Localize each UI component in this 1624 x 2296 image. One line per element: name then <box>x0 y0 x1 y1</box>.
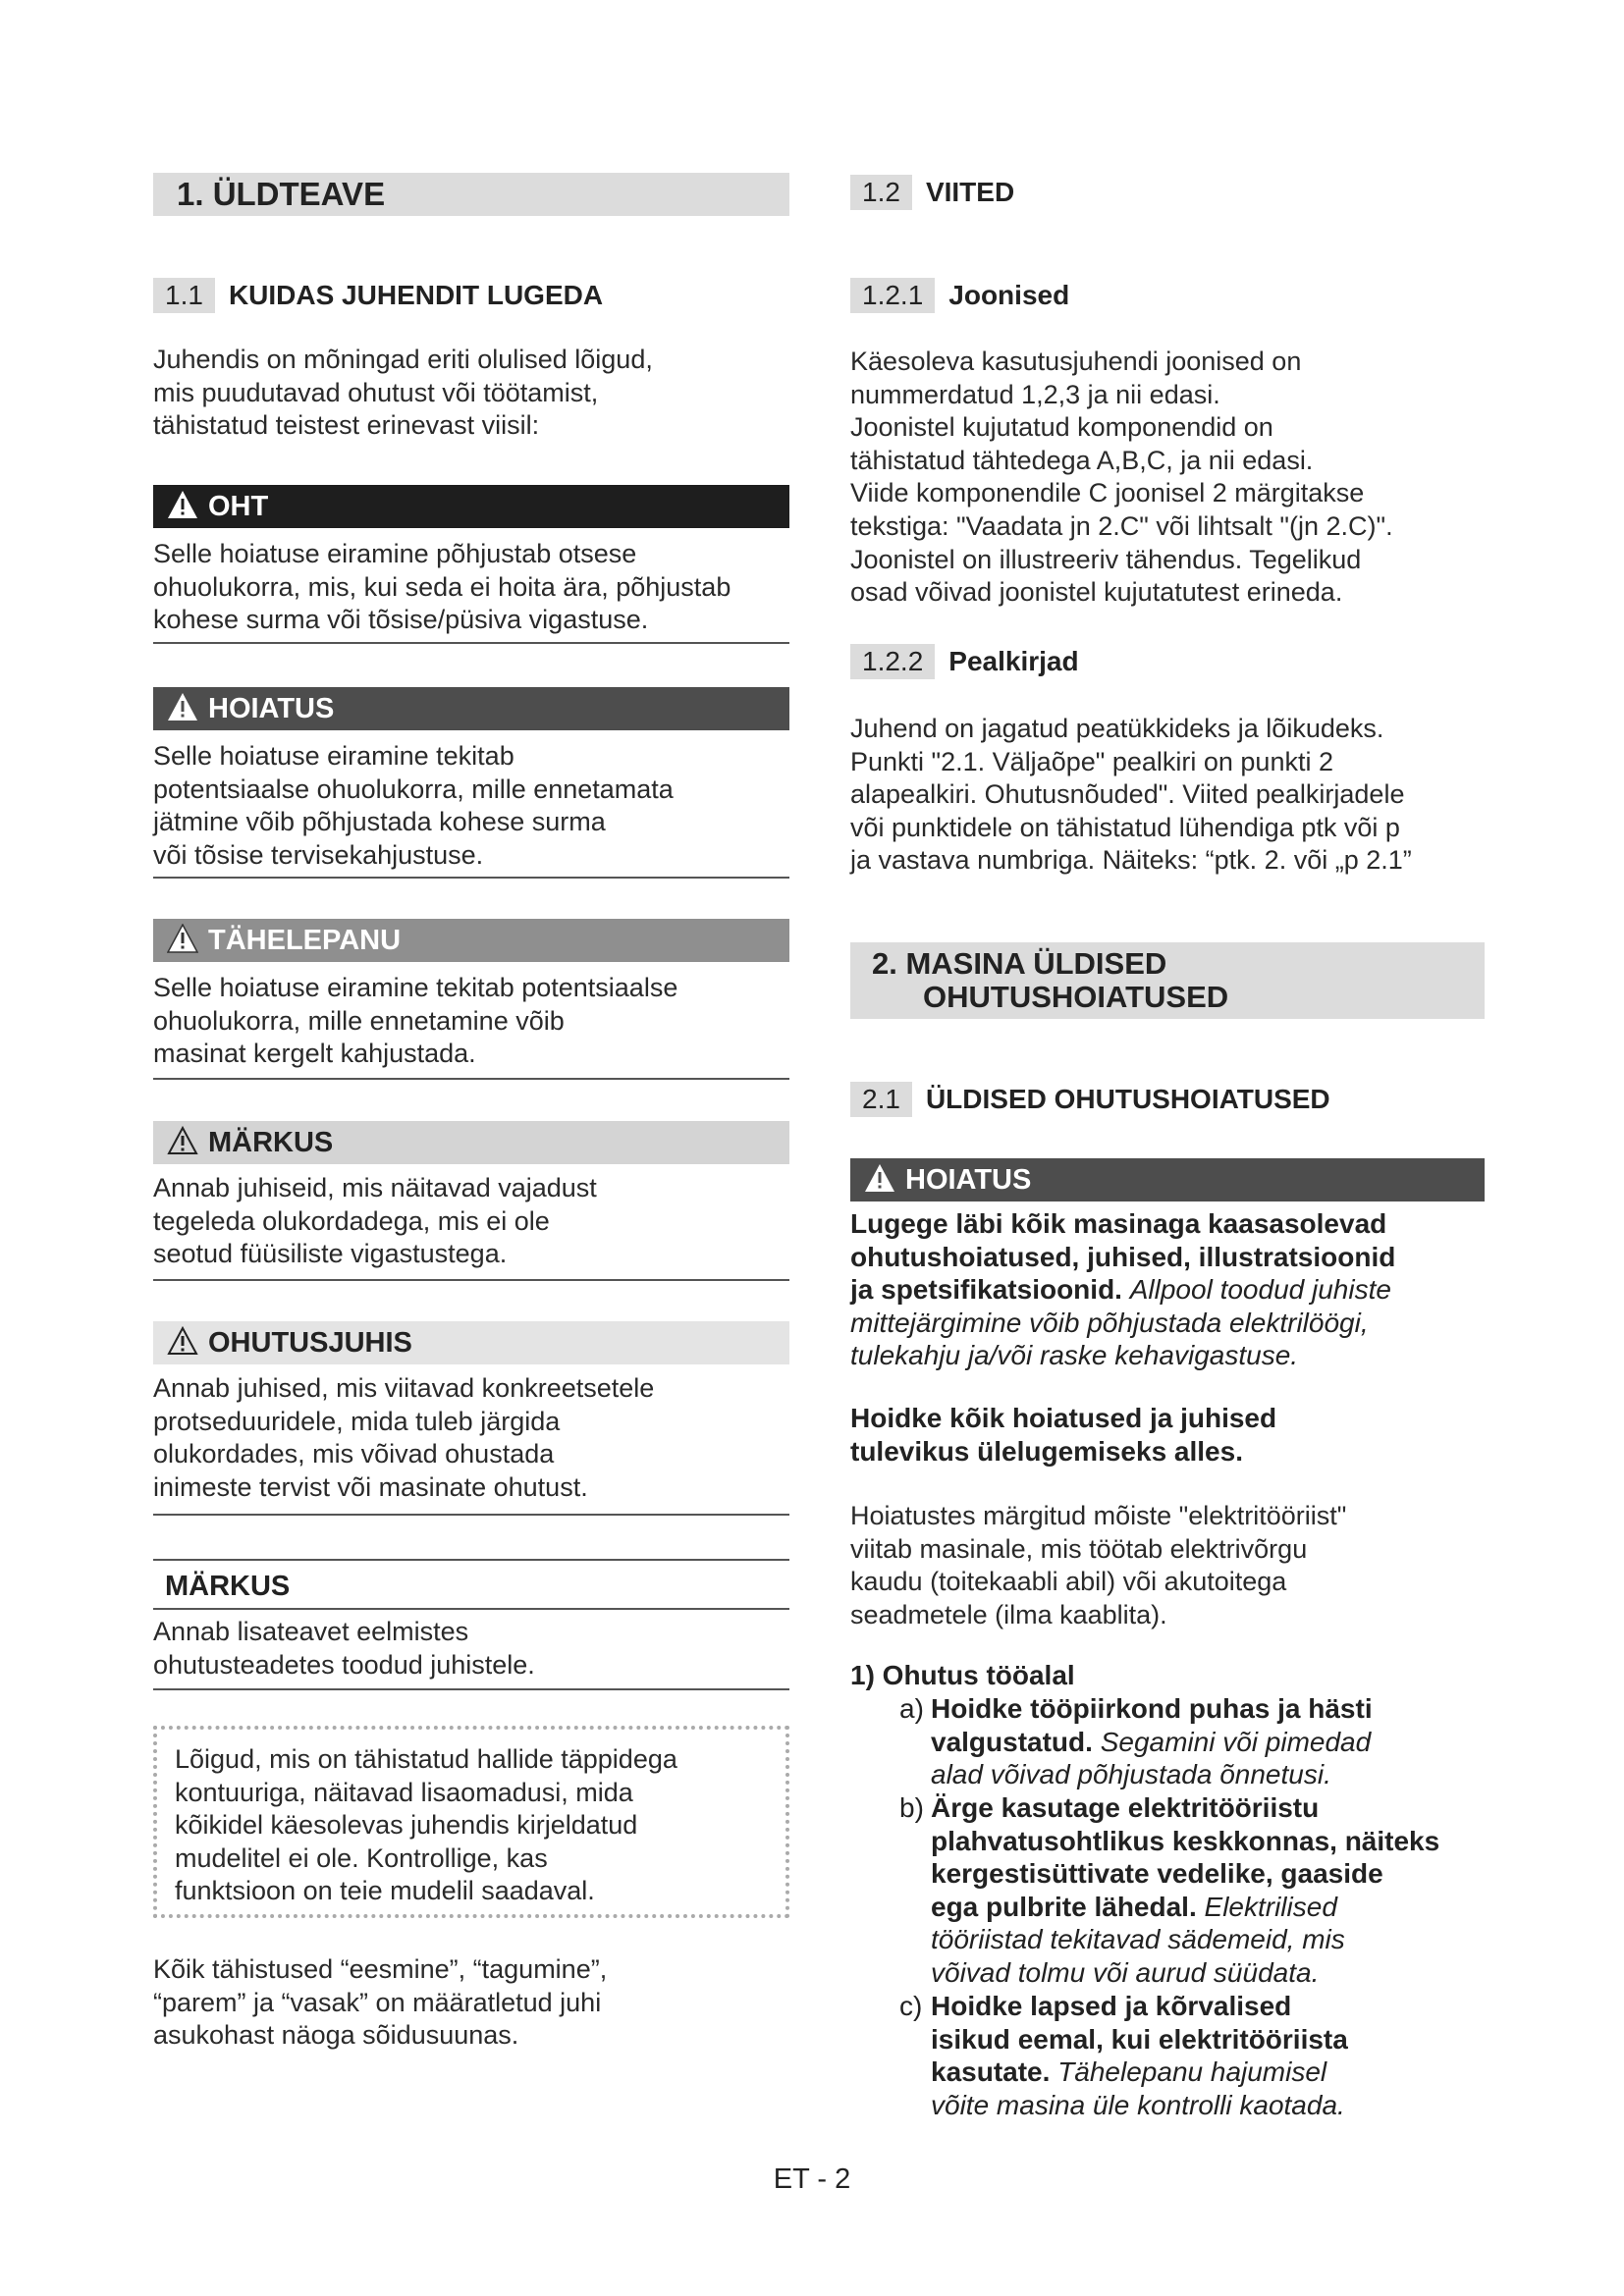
divider <box>153 877 789 879</box>
text-line: kergestisüttivate vedelike, gaaside <box>931 1858 1383 1890</box>
text-line: masinat kergelt kahjustada. <box>153 1039 476 1069</box>
notice-text <box>153 1172 787 1271</box>
text-line: Punkti "2.1. Väljaõpe" pealkiri on punkti 2 <box>850 746 1333 776</box>
italic-text: Tähelepanu hajumisel <box>1057 2056 1327 2088</box>
text-line: isikud eemal, kui elektritööriista <box>931 2023 1348 2055</box>
text-line: Hoiatustes märgitud mõiste "elektritööriist" <box>850 1501 1347 1530</box>
subsection-1-1-heading <box>153 278 787 313</box>
divider <box>153 1608 789 1610</box>
text-line: tegeleda olukordadega, mis ei ole <box>153 1205 550 1236</box>
warning-triangle-icon <box>167 490 198 519</box>
bold-text: ja spetsifikatsioonid. <box>850 1274 1122 1306</box>
text-line: nummerdatud 1,2,3 ja nii edasi. <box>850 379 1220 409</box>
text-line: mis puudutavad ohutust või töötamist, <box>153 377 599 407</box>
note-label: MÄRKUS <box>165 1571 291 1602</box>
warning-triangle-icon <box>167 924 198 953</box>
caution-bar <box>153 919 789 962</box>
text-line: ohuolukorra, mis, kui seda ei hoita ära, põhjustab <box>153 571 731 602</box>
text-line: potentsiaalse ohuolukorra, mille ennetamata <box>153 774 674 804</box>
list-marker: b) <box>899 1792 924 1823</box>
italic-text: Segamini või pimedad <box>1100 1726 1372 1757</box>
warning-triangle-icon <box>167 1326 198 1356</box>
subsection-1-2-1-heading <box>850 278 1485 313</box>
text-line: mittejärgimine võib põhjustada elektrilöögi, <box>850 1307 1369 1338</box>
divider <box>153 1559 789 1561</box>
subsection-title: ÜLDISED OHUTUSHOIATUSED <box>925 1084 1330 1114</box>
warning-bar <box>850 1158 1485 1201</box>
text-line: Annab juhised, mis viitavad konkreetsetele <box>153 1373 655 1403</box>
dotted-note-text <box>175 1743 677 1908</box>
text-line: ohutushoiatused, juhised, illustratsioonid <box>850 1241 1396 1272</box>
note-text <box>153 1616 787 1682</box>
closing-paragraph <box>153 1953 787 2053</box>
bold-text: valgustatud. <box>931 1726 1093 1757</box>
text-line: ohutusteadetes toodud juhistele. <box>153 1649 535 1680</box>
subsection-title: KUIDAS JUHENDIT LUGEDA <box>228 280 604 310</box>
text-line: tekstiga: "Vaadata jn 2.C" või lihtsalt "(jn 2.C)". <box>850 510 1393 541</box>
text-line: Annab lisateavet eelmistes <box>153 1617 469 1646</box>
subsection-number: 2.1 <box>850 1082 912 1117</box>
list-heading: 1) Ohutus tööalal <box>850 1660 1075 1690</box>
section-1-title-text: 1. ÜLDTEAVE <box>177 176 386 212</box>
subsection-number: 1.2.1 <box>850 278 935 313</box>
danger-bar <box>153 485 789 528</box>
subsection-title: Pealkirjad <box>948 646 1079 676</box>
subsection-1-2-2-heading <box>850 644 1485 679</box>
list-marker: a) <box>899 1693 924 1724</box>
text-line: Viide komponendile C joonisel 2 märgitakse <box>850 478 1365 508</box>
text-line: jätmine võib põhjustada kohese surma <box>153 807 606 837</box>
text-line: ohuolukorra, mille ennetamine võib <box>153 1005 565 1036</box>
text-line: kontuuriga, näitavad lisaomadusi, mida <box>175 1777 633 1807</box>
warning-triangle-icon <box>167 692 198 721</box>
divider <box>153 1514 789 1516</box>
subsection-2-1-heading <box>850 1082 1485 1117</box>
italic-text: Allpool toodud juhiste <box>1129 1274 1391 1306</box>
term-definition <box>850 1500 1485 1631</box>
text-line: Joonistel on illustreeriv tähendus. Tegelikud <box>850 544 1362 574</box>
subsection-title: VIITED <box>925 177 1015 207</box>
text-line: “parem” ja “vasak” on määratletud juhi <box>153 1987 602 2017</box>
text-line: tähistatud teistest erinevast viisil: <box>153 410 540 441</box>
text-line: või tõsise tervisekahjustuse. <box>153 839 484 870</box>
safety-instruction-label: OHUTUSJUHIS <box>208 1327 412 1359</box>
warning-label: HOIATUS <box>905 1164 1032 1196</box>
text-line: alapealkiri. Ohutusnõuded". Viited pealkirjadele <box>850 779 1405 810</box>
dotted-outline-note <box>153 1726 789 1918</box>
caution-label: TÄHELEPANU <box>208 925 402 956</box>
section-2-title-line: 2. MASINA ÜLDISED <box>872 946 1167 981</box>
text-line: protseduuridele, mida tuleb järgida <box>153 1406 561 1436</box>
text-line: Lõigud, mis on tähistatud hallide täppidega <box>175 1744 677 1774</box>
text-line: Hoidke kõik hoiatused ja juhised <box>850 1403 1277 1433</box>
text-line: mudelitel ei ole. Kontrollige, kas <box>175 1842 548 1873</box>
section-2-title-line: OHUTUSHOIATUSED <box>923 980 1229 1014</box>
text-line: ja vastava numbriga. Näiteks: “ptk. 2. või „p 2.1” <box>850 845 1412 876</box>
text-line: Käesoleva kasutusjuhendi joonised on <box>850 347 1302 376</box>
headings-paragraph <box>850 713 1485 878</box>
text-line: Lugege läbi kõik masinaga kaasasolevad <box>850 1208 1387 1239</box>
divider <box>153 1279 789 1281</box>
italic-text: Elektrilised <box>1204 1891 1337 1922</box>
text-line: Ärge kasutage elektritööriistu <box>931 1792 1320 1823</box>
list-marker: c) <box>899 1991 923 2021</box>
text-line: või punktidele on tähistatud lühendiga ptk või p <box>850 812 1400 842</box>
text-line: Joonistel kujutatud komponendid on <box>850 412 1273 443</box>
warning-triangle-icon <box>864 1163 895 1193</box>
text-line: Juhend on jagatud peatükkideks ja lõikudeks. <box>850 714 1384 743</box>
safety-instruction-text <box>153 1372 787 1504</box>
text-line: asukohast näoga sõidusuunas. <box>153 2020 519 2051</box>
warning-text <box>153 740 787 872</box>
text-line <box>931 2056 1348 2089</box>
text-line: viitab masinale, mis töötab elektrivõrgu <box>850 1533 1308 1564</box>
text-line: olukordades, mis võivad ohustada <box>153 1439 555 1469</box>
text-line: tähistatud tähtedega A,B,C, ja nii edasi. <box>850 445 1314 475</box>
text-line: kõikidel käesolevas juhendis kirjeldatud <box>175 1810 638 1841</box>
text-line: tööriistad tekitavad sädemeid, mis <box>931 1924 1345 1955</box>
text-line <box>850 1273 1485 1307</box>
divider <box>153 1078 789 1080</box>
text-line: tulekahju ja/või raske kehavigastuse. <box>850 1340 1299 1371</box>
text-line: inimeste tervist või masinate ohutust. <box>153 1471 588 1502</box>
text-line: seotud füüsiliste vigastustega. <box>153 1239 508 1269</box>
subsection-number: 1.2.2 <box>850 644 935 679</box>
notice-bar <box>153 1121 789 1164</box>
section-2-title <box>850 942 1485 1019</box>
warning-bar <box>153 687 789 730</box>
caution-text <box>153 972 787 1071</box>
subsection-1-2-heading <box>850 175 1485 210</box>
danger-text <box>153 538 787 637</box>
intro-paragraph <box>153 344 787 443</box>
bold-text: kasutate. <box>931 2056 1051 2088</box>
text-line: alad võivad põhjustada õnnetusi. <box>931 1759 1331 1790</box>
text-line: võivad tolmu või aurud süüdata. <box>931 1956 1320 1988</box>
text-line: Selle hoiatuse eiramine tekitab <box>153 741 514 771</box>
divider <box>153 642 789 644</box>
text-line: Juhendis on mõningad eriti olulised lõigud, <box>153 345 653 374</box>
text-line: tulevikus ülelugemiseks alles. <box>850 1435 1243 1467</box>
text-line: kaudu (toitekaabli abil) või akutoitega <box>850 1567 1287 1597</box>
text-line <box>931 1891 1439 1924</box>
text-line: funktsioon on teie mudelil saadaval. <box>175 1876 595 1906</box>
subsection-number: 1.2 <box>850 175 912 210</box>
text-line: Hoidke tööpiirkond puhas ja hästi <box>931 1693 1373 1724</box>
section-1-title <box>153 173 789 216</box>
keep-instructions <box>850 1402 1485 1468</box>
text-line: Selle hoiatuse eiramine põhjustab otsese <box>153 539 637 568</box>
text-line: kohese surma või tõsise/püsiva vigastuse. <box>153 605 649 635</box>
divider <box>153 1688 789 1690</box>
text-line: seadmetele (ilma kaablita). <box>850 1599 1167 1629</box>
text-line: võite masina üle kontrolli kaotada. <box>931 2089 1345 2120</box>
safety-instruction-bar <box>153 1321 789 1364</box>
warning-body <box>850 1207 1485 1372</box>
warning-triangle-icon <box>167 1126 198 1155</box>
subsection-number: 1.1 <box>153 278 215 313</box>
text-line: Kõik tähistused “eesmine”, “tagumine”, <box>153 1954 608 1984</box>
notice-label: MÄRKUS <box>208 1127 334 1158</box>
bold-text: ega pulbrite lähedal. <box>931 1891 1197 1922</box>
subsection-title: Joonised <box>948 280 1070 310</box>
text-line: osad võivad joonistel kujutatutest erineda. <box>850 577 1343 608</box>
warning-label: HOIATUS <box>208 693 335 724</box>
text-line: Annab juhiseid, mis näitavad vajadust <box>153 1173 597 1202</box>
page-number: ET - 2 <box>773 2163 851 2195</box>
text-line <box>931 1726 1373 1759</box>
text-line: Selle hoiatuse eiramine tekitab potentsiaalse <box>153 973 678 1002</box>
text-line: Hoidke lapsed ja kõrvalised <box>931 1991 1292 2021</box>
danger-label: OHT <box>208 491 269 522</box>
text-line: plahvatusohtlikus keskkonnas, näiteks <box>931 1825 1440 1856</box>
figures-paragraph <box>850 346 1485 610</box>
